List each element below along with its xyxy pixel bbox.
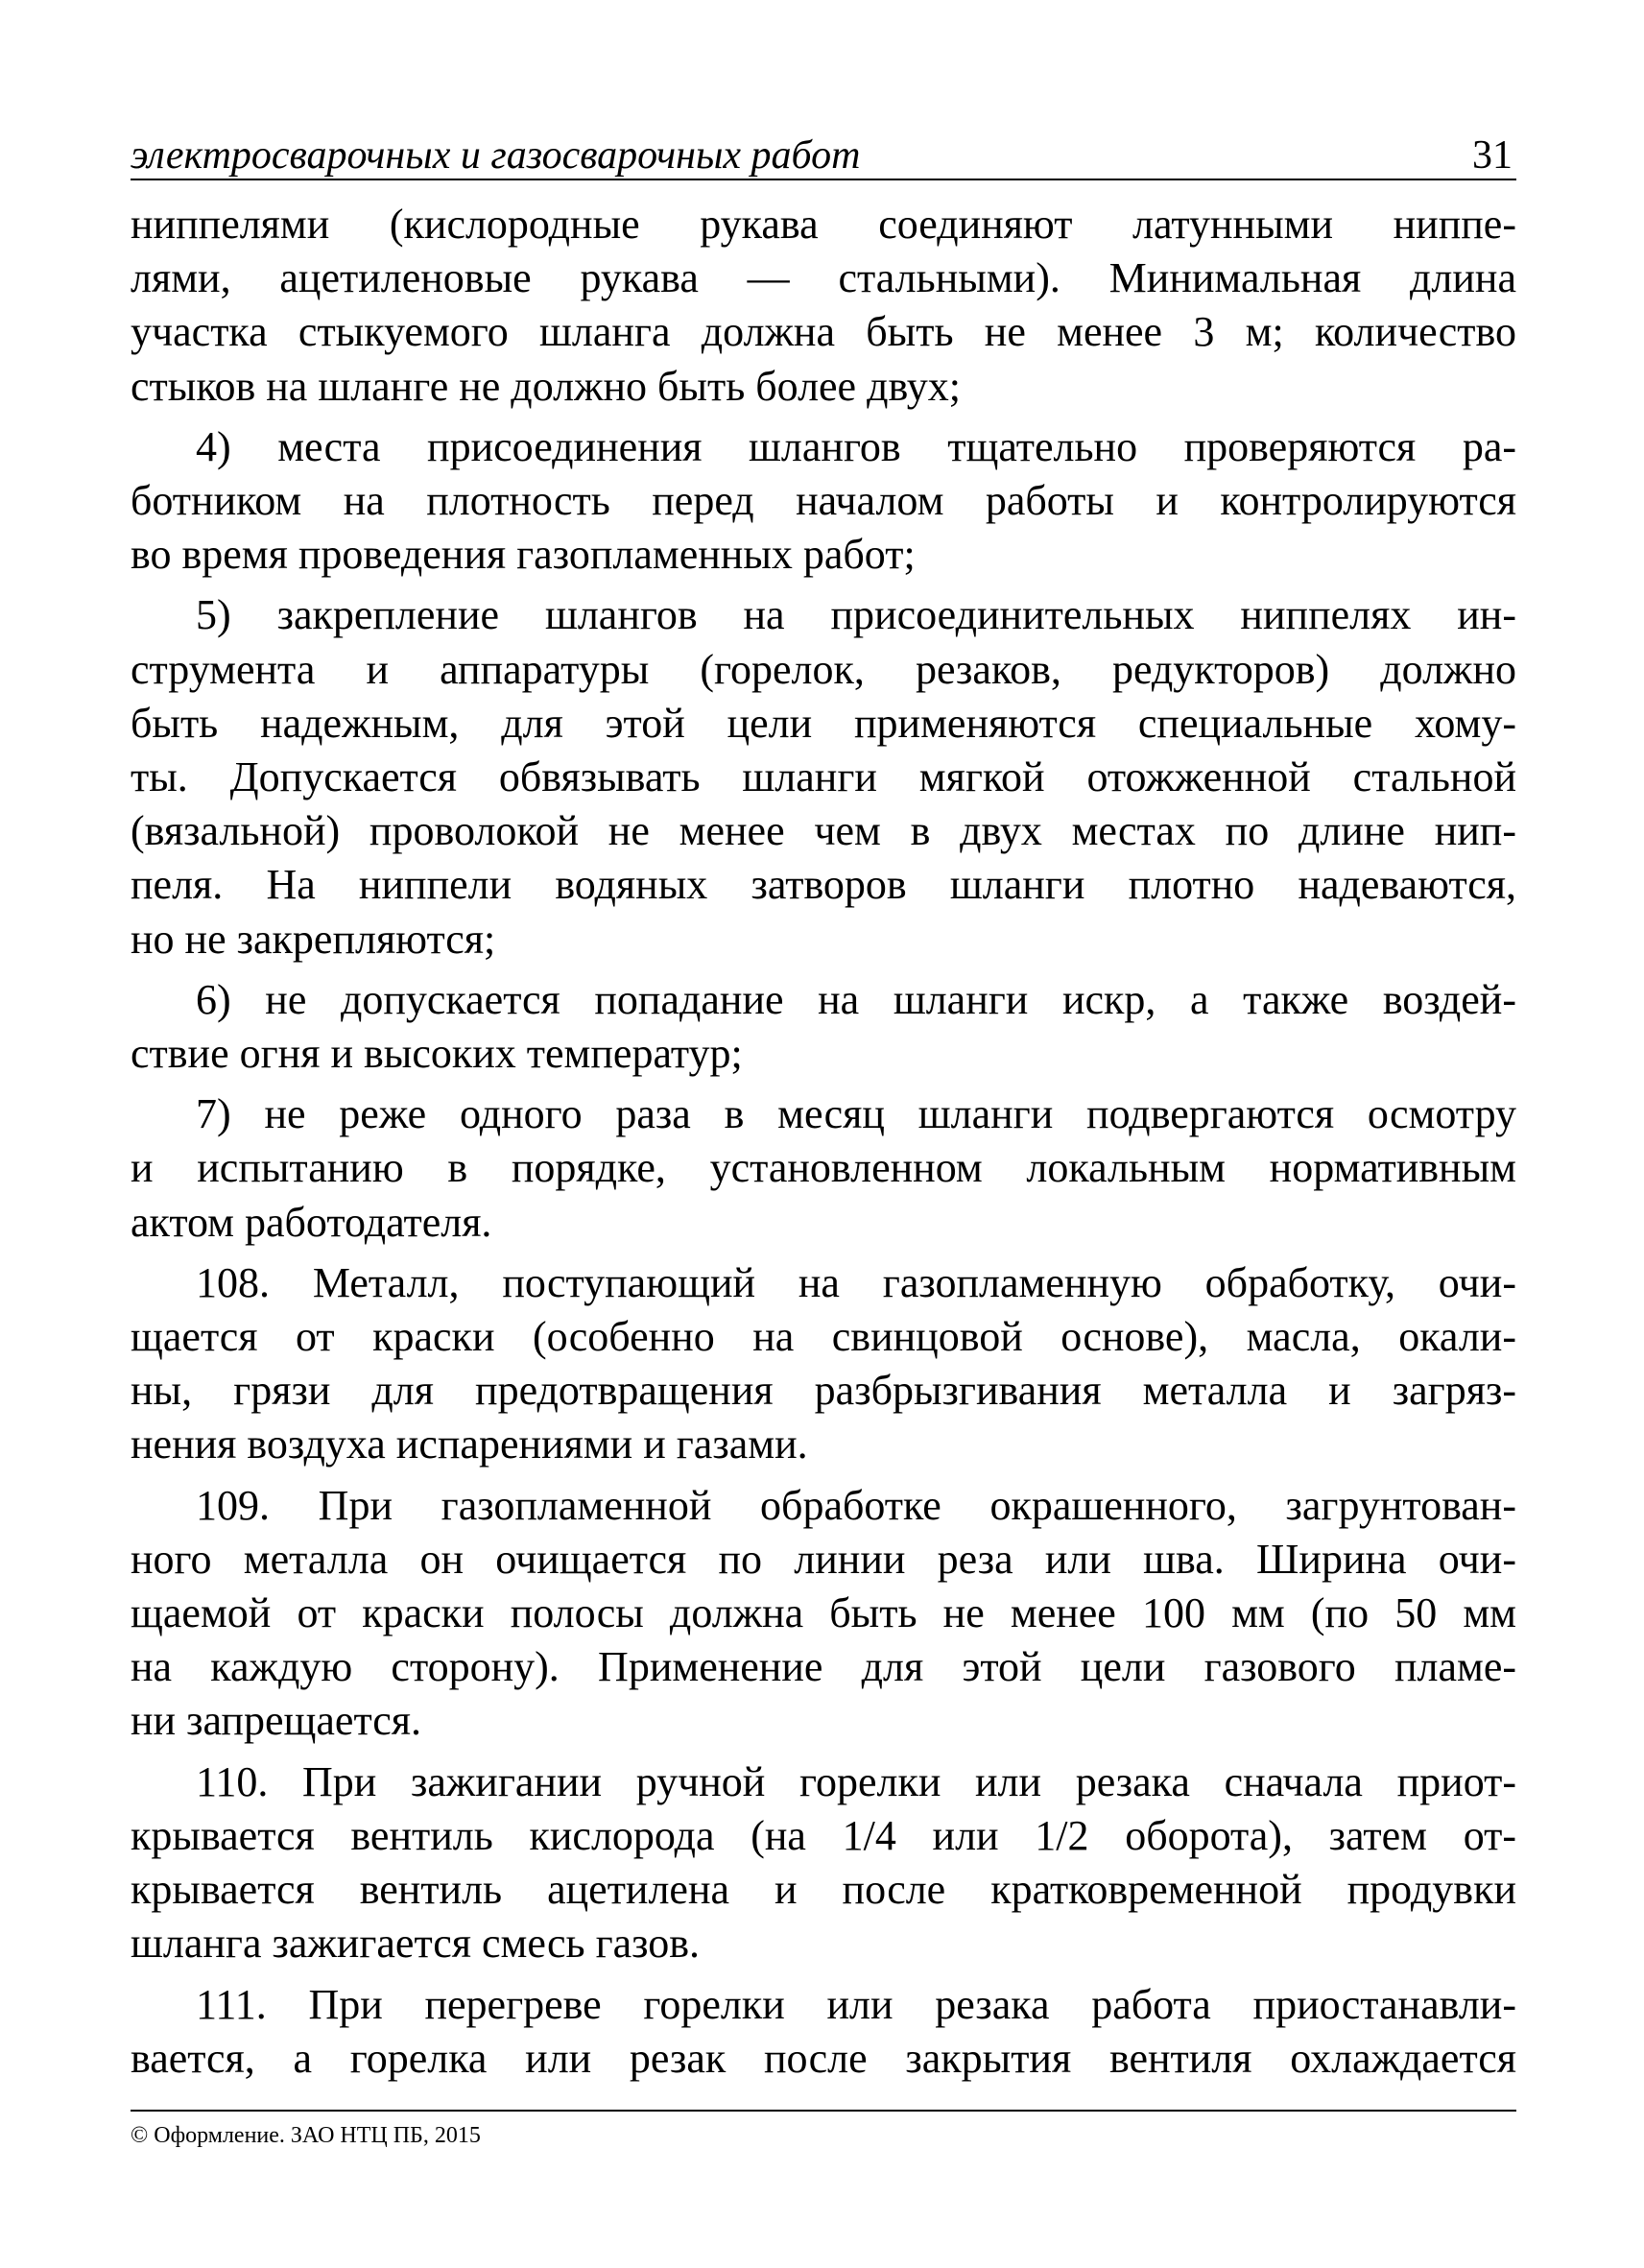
paragraph [131, 1087, 1516, 1250]
text-line: нения воздуха испарениями и газами. [131, 1420, 808, 1468]
paragraph [131, 1479, 1516, 1749]
paragraph [131, 1256, 1516, 1472]
text-line: вается, а горелка или резак после закрытия вентиля охлаждается [131, 2034, 1516, 2082]
footer-copyright: © Оформление. ЗАО НТЦ ПБ, 2015 [131, 2123, 481, 2148]
running-header [131, 132, 1516, 180]
paragraph [131, 420, 1516, 583]
text-line: но не закрепляются; [131, 915, 496, 963]
paragraph [131, 588, 1516, 966]
text-line: ствие огня и высоких температур; [131, 1030, 743, 1078]
text-line: щаемой от краски полосы должна быть не менее 100 мм (по 50 мм [131, 1589, 1516, 1637]
text-line: ботником на плотность перед началом работы и контролируются [131, 477, 1516, 525]
text-line: 6) не допускается попадание на шланги искр, а также воздей- [196, 975, 1516, 1023]
page-number: 31 [1472, 133, 1513, 178]
body-text [131, 198, 1516, 2086]
paragraph [131, 1978, 1516, 2086]
text-line: 111. При перегреве горелки или резака работа приостанавли- [196, 1980, 1516, 2028]
text-line: актом работодателя. [131, 1198, 492, 1246]
paragraph [131, 198, 1516, 414]
text-line: ниппелями (кислородные рукава соединяют латунными ниппе- [131, 201, 1516, 248]
text-line: 5) закрепление шлангов на присоединительных ниппелях ин- [196, 591, 1516, 639]
text-line: 110. При зажигании ручной горелки или резака сначала приот- [196, 1757, 1516, 1805]
running-header-title: электросварочных и газосварочных работ [131, 133, 861, 178]
footer-rule [131, 2110, 1516, 2112]
text-line: 108. Металл, поступающий на газопламенную обработку, очи- [196, 1258, 1516, 1306]
paragraph [131, 973, 1516, 1081]
text-line: стыков на шланге не должно быть более двух; [131, 362, 961, 410]
text-line: 7) не реже одного раза в месяц шланги подвергаются осмотру [196, 1090, 1516, 1138]
text-line: лями, ацетиленовые рукава — стальными). Минимальная длина [131, 254, 1516, 302]
text-line: на каждую сторону). Применение для этой цели газового пламе- [131, 1643, 1516, 1691]
text-line: ты. Допускается обвязывать шланги мягкой отожженной стальной [131, 753, 1516, 801]
text-line: 109. При газопламенной обработке окрашенного, загрунтован- [196, 1481, 1516, 1529]
text-line: крывается вентиль кислорода (на 1/4 или 1/2 оборота), затем от- [131, 1811, 1516, 1859]
text-line: во время проведения газопламенных работ; [131, 531, 916, 579]
text-line: 4) места присоединения шлангов тщательно проверяются ра- [196, 422, 1516, 470]
text-line: ного металла он очищается по линии реза или шва. Ширина очи- [131, 1535, 1516, 1583]
text-line: быть надежным, для этой цели применяются специальные хому- [131, 699, 1516, 747]
text-line: ны, грязи для предотвращения разбрызгивания металла и загряз- [131, 1367, 1516, 1415]
text-line: шланга зажигается смесь газов. [131, 1920, 701, 1968]
text-line: щается от краски (особенно на свинцовой основе), масла, окали- [131, 1313, 1516, 1361]
text-line: пеля. На ниппели водяных затворов шланги плотно надеваются, [131, 861, 1516, 909]
text-line: ни запрещается. [131, 1697, 421, 1745]
paragraph [131, 1755, 1516, 1971]
text-line: и испытанию в порядке, установленном локальным нормативным [131, 1144, 1516, 1192]
text-line: струмента и аппаратуры (горелок, резаков, редукторов) должно [131, 645, 1516, 693]
text-line: (вязальной) проволокой не менее чем в двух местах по длине нип- [131, 807, 1516, 855]
text-line: участка стыкуемого шланга должна быть не менее 3 м; количество [131, 308, 1516, 356]
text-line: крывается вентиль ацетилена и после кратковременной продувки [131, 1866, 1516, 1914]
